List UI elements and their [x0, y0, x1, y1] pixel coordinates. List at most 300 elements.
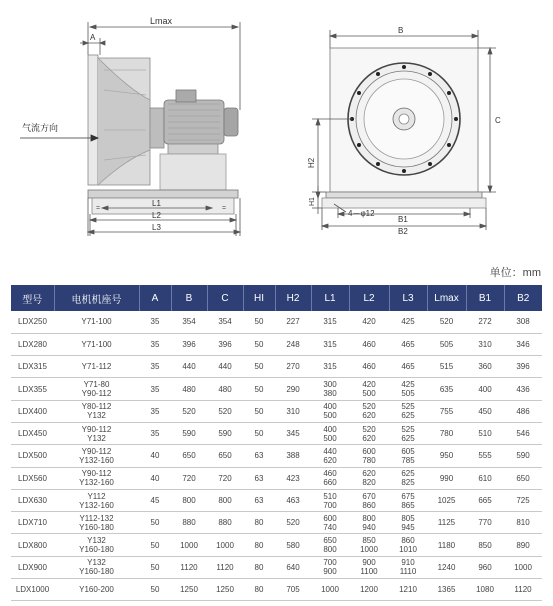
table-cell-a: 50 [139, 556, 171, 578]
table-cell-model: LDX315 [11, 356, 54, 378]
table-cell-a: 45 [139, 489, 171, 511]
unit-label: 单位：mm [489, 267, 541, 279]
table-cell-lmax: 520 [427, 311, 466, 333]
hole-spec-label: 4－φ12 [348, 209, 375, 218]
cell-line: 860 [362, 500, 376, 510]
table-cell-l2 [349, 311, 389, 333]
col-header-lmax: Lmax [427, 285, 466, 311]
cell-line: Y71-112 [81, 362, 112, 372]
table-cell-lmax: 990 [427, 467, 466, 489]
table-cell-c: 1250 [207, 579, 243, 601]
table-cell-b: 396 [171, 333, 207, 355]
dim-lmax-label: Lmax [150, 16, 173, 26]
table-cell-lmax: 1365 [427, 579, 466, 601]
table-cell-b: 1120 [171, 556, 207, 578]
table-cell-h2: 310 [275, 400, 311, 422]
table-row [11, 378, 542, 400]
table-cell-a: 35 [139, 400, 171, 422]
cell-line: 660 [323, 478, 337, 488]
table-cell-motor [54, 445, 139, 467]
col-header-l3: L3 [389, 285, 427, 311]
table-cell-model: LDX560 [11, 467, 54, 489]
table-cell-l3 [389, 556, 427, 578]
cell-line: 850 [362, 536, 376, 546]
cell-line: 620 [362, 469, 376, 479]
table-cell-lmax: 505 [427, 333, 466, 355]
col-header-h1: HI [243, 285, 275, 311]
table-cell-b1: 770 [466, 512, 504, 534]
table-cell-lmax: 1240 [427, 556, 466, 578]
table-cell-l3 [389, 512, 427, 534]
cell-line: 700 [323, 558, 337, 568]
table-cell-h2: 227 [275, 311, 311, 333]
table-cell-b1: 310 [466, 333, 504, 355]
front-view-drawing [312, 30, 496, 230]
table-cell-motor [54, 512, 139, 534]
table-row [11, 400, 542, 422]
table-cell-a: 40 [139, 445, 171, 467]
table-cell-b: 1000 [171, 534, 207, 556]
table-cell-b1: 400 [466, 378, 504, 400]
table-cell-b1: 450 [466, 400, 504, 422]
table-cell-l1 [311, 378, 349, 400]
cell-line: 910 [401, 558, 415, 568]
table-cell-lmax: 1125 [427, 512, 466, 534]
table-cell-hi: 63 [243, 489, 275, 511]
cell-line: 1200 [360, 585, 378, 595]
table-cell-hi: 80 [243, 512, 275, 534]
table-cell-motor [54, 534, 139, 556]
svg-text:=: = [222, 205, 227, 212]
cell-line: 460 [362, 339, 376, 349]
cell-line: 465 [401, 362, 415, 372]
table-cell-lmax: 515 [427, 356, 466, 378]
table-cell-b2: 1000 [504, 556, 542, 578]
cell-line: 820 [362, 478, 376, 488]
cell-line: Y132 [87, 411, 106, 421]
cell-line: Y90-112 [81, 469, 112, 479]
cell-line: 620 [362, 433, 376, 443]
table-cell-b1: 360 [466, 356, 504, 378]
table-cell-l2 [349, 556, 389, 578]
table-cell-h2: 705 [275, 579, 311, 601]
cell-line: 800 [362, 513, 376, 523]
table-cell-h2: 580 [275, 534, 311, 556]
cell-line: 900 [362, 558, 376, 568]
cell-line: 620 [323, 455, 337, 465]
table-cell-a: 50 [139, 512, 171, 534]
table-cell-l3 [389, 422, 427, 444]
table-cell-l1 [311, 579, 349, 601]
table-cell-l1 [311, 422, 349, 444]
table-cell-lmax: 635 [427, 378, 466, 400]
table-row [11, 445, 542, 467]
cell-line: 625 [401, 469, 415, 479]
table-cell-model: LDX500 [11, 445, 54, 467]
table-cell-b2: 486 [504, 400, 542, 422]
cell-line: Y132 [87, 433, 106, 443]
dim-c-label: C [495, 116, 501, 125]
table-cell-hi: 80 [243, 534, 275, 556]
dim-h1-label: H1 [309, 197, 316, 206]
cell-line: 510 [323, 491, 337, 501]
table-cell-model: LDX280 [11, 333, 54, 355]
table-row [11, 489, 542, 511]
cell-line: 440 [323, 446, 337, 456]
cell-line: 740 [323, 522, 337, 532]
table-cell-b1: 1080 [466, 579, 504, 601]
table-cell-model: LDX250 [11, 311, 54, 333]
dim-b1-label: B1 [398, 215, 408, 224]
table-cell-hi: 63 [243, 445, 275, 467]
cell-line: 800 [323, 545, 337, 555]
table-cell-b2: 308 [504, 311, 542, 333]
table-cell-a: 50 [139, 579, 171, 601]
spec-table-body [11, 311, 542, 601]
table-header-row [11, 285, 542, 311]
table-cell-c: 354 [207, 311, 243, 333]
table-cell-lmax: 755 [427, 400, 466, 422]
table-cell-hi: 50 [243, 311, 275, 333]
table-cell-b: 354 [171, 311, 207, 333]
cell-line: 1210 [399, 585, 417, 595]
table-cell-hi: 50 [243, 333, 275, 355]
cell-line: Y80-112 [81, 402, 112, 412]
cell-line: 900 [323, 567, 337, 577]
table-cell-c: 650 [207, 445, 243, 467]
table-cell-model: LDX400 [11, 400, 54, 422]
cell-line: Y90-112 [81, 446, 112, 456]
table-cell-c: 440 [207, 356, 243, 378]
table-cell-b2: 396 [504, 356, 542, 378]
table-cell-model: LDX450 [11, 422, 54, 444]
table-cell-b1: 850 [466, 534, 504, 556]
svg-text:=: = [96, 205, 101, 212]
table-row [11, 556, 542, 578]
cell-line: 315 [323, 339, 337, 349]
table-cell-h2: 423 [275, 467, 311, 489]
table-row [11, 356, 542, 378]
table-cell-l3 [389, 489, 427, 511]
table-row [11, 534, 542, 556]
cell-line: Y160-200 [79, 585, 114, 595]
table-cell-hi: 50 [243, 378, 275, 400]
table-row [11, 579, 542, 601]
col-header-model: 型号 [11, 285, 54, 311]
table-cell-l2 [349, 422, 389, 444]
table-cell-b1: 272 [466, 311, 504, 333]
table-cell-b: 650 [171, 445, 207, 467]
cell-line: 400 [323, 402, 337, 412]
dim-l1-label: L1 [152, 199, 161, 208]
table-cell-l1 [311, 534, 349, 556]
table-row [11, 333, 542, 355]
table-cell-a: 35 [139, 422, 171, 444]
table-cell-a: 35 [139, 356, 171, 378]
table-cell-b1: 510 [466, 422, 504, 444]
table-cell-hi: 63 [243, 467, 275, 489]
table-cell-a: 35 [139, 378, 171, 400]
cell-line: 780 [362, 455, 376, 465]
cell-line: 420 [362, 317, 376, 327]
table-cell-c: 720 [207, 467, 243, 489]
table-cell-motor [54, 556, 139, 578]
cell-line: 460 [362, 362, 376, 372]
table-cell-a: 35 [139, 333, 171, 355]
cell-line: 625 [401, 411, 415, 421]
table-cell-l3 [389, 400, 427, 422]
cell-line: Y112-132 [79, 513, 114, 523]
table-cell-b2: 590 [504, 445, 542, 467]
table-row [11, 422, 542, 444]
table-cell-b: 590 [171, 422, 207, 444]
table-cell-l1 [311, 467, 349, 489]
cell-line: 945 [401, 522, 415, 532]
table-cell-lmax: 950 [427, 445, 466, 467]
cell-line: Y90-112 [81, 389, 112, 399]
table-cell-l2 [349, 356, 389, 378]
cell-line: 625 [401, 433, 415, 443]
table-cell-l2 [349, 512, 389, 534]
table-cell-c: 1000 [207, 534, 243, 556]
cell-line: Y71-80 [83, 380, 110, 390]
table-cell-l2 [349, 445, 389, 467]
table-cell-l2 [349, 467, 389, 489]
cell-line: 1100 [360, 567, 378, 577]
cell-line: 520 [362, 424, 376, 434]
cell-line: Y132-160 [79, 478, 114, 488]
col-header-motor-frame: 电机机座号 [54, 285, 139, 311]
table-cell-b2: 346 [504, 333, 542, 355]
cell-line: 505 [401, 389, 415, 399]
table-cell-h2: 345 [275, 422, 311, 444]
col-header-b: B [171, 285, 207, 311]
table-cell-motor [54, 378, 139, 400]
table-cell-motor [54, 356, 139, 378]
table-cell-b2: 650 [504, 467, 542, 489]
table-cell-b: 520 [171, 400, 207, 422]
table-cell-h2: 290 [275, 378, 311, 400]
table-cell-b: 1250 [171, 579, 207, 601]
table-cell-b1: 960 [466, 556, 504, 578]
table-cell-motor [54, 422, 139, 444]
table-cell-l3 [389, 445, 427, 467]
table-cell-b1: 610 [466, 467, 504, 489]
table-cell-motor [54, 489, 139, 511]
cell-line: 465 [401, 339, 415, 349]
table-cell-l3 [389, 467, 427, 489]
table-cell-lmax: 780 [427, 422, 466, 444]
table-cell-model: LDX900 [11, 556, 54, 578]
cell-line: 785 [401, 455, 415, 465]
table-cell-motor [54, 467, 139, 489]
table-cell-l3 [389, 378, 427, 400]
cell-line: Y132-160 [79, 500, 114, 510]
cell-line: 525 [401, 424, 415, 434]
cell-line: 300 [323, 380, 337, 390]
table-cell-motor [54, 400, 139, 422]
table-cell-h2: 270 [275, 356, 311, 378]
table-cell-h2: 520 [275, 512, 311, 534]
table-cell-c: 880 [207, 512, 243, 534]
cell-line: Y160-180 [79, 522, 114, 532]
table-row [11, 467, 542, 489]
table-cell-lmax: 1025 [427, 489, 466, 511]
table-cell-l1 [311, 311, 349, 333]
cell-line: 670 [362, 491, 376, 501]
cell-line: 805 [401, 513, 415, 523]
cell-line: Y71-100 [81, 339, 112, 349]
table-cell-l1 [311, 489, 349, 511]
table-cell-h2: 388 [275, 445, 311, 467]
table-cell-c: 520 [207, 400, 243, 422]
table-cell-h2: 463 [275, 489, 311, 511]
table-cell-l3 [389, 356, 427, 378]
table-cell-l2 [349, 400, 389, 422]
cell-line: Y90-112 [81, 424, 112, 434]
table-cell-model: LDX800 [11, 534, 54, 556]
col-header-a: A [139, 285, 171, 311]
cell-line: Y160-180 [79, 567, 114, 577]
table-cell-model: LDX1000 [11, 579, 54, 601]
cell-line: 1010 [399, 545, 417, 555]
table-cell-l2 [349, 333, 389, 355]
table-cell-c: 590 [207, 422, 243, 444]
cell-line: Y160-180 [79, 545, 114, 555]
col-header-l1: L1 [311, 285, 349, 311]
table-cell-l3 [389, 333, 427, 355]
table-cell-model: LDX630 [11, 489, 54, 511]
table-cell-c: 396 [207, 333, 243, 355]
cell-line: 520 [362, 402, 376, 412]
dim-h2-label: H2 [307, 157, 316, 168]
table-cell-l2 [349, 378, 389, 400]
cell-line: 460 [323, 469, 337, 479]
table-cell-hi: 50 [243, 356, 275, 378]
table-cell-a: 50 [139, 534, 171, 556]
cell-line: 500 [323, 433, 337, 443]
cell-line: 605 [401, 446, 415, 456]
table-cell-hi: 80 [243, 556, 275, 578]
cell-line: 315 [323, 317, 337, 327]
table-cell-model: LDX710 [11, 512, 54, 534]
table-row [11, 512, 542, 534]
table-cell-l3 [389, 534, 427, 556]
cell-line: Y71-100 [81, 317, 112, 327]
table-cell-c: 1120 [207, 556, 243, 578]
table-cell-b1: 555 [466, 445, 504, 467]
col-header-b2: B2 [504, 285, 542, 311]
table-cell-c: 800 [207, 489, 243, 511]
table-cell-motor [54, 333, 139, 355]
table-cell-b: 720 [171, 467, 207, 489]
table-cell-hi: 50 [243, 400, 275, 422]
table-cell-b2: 546 [504, 422, 542, 444]
cell-line: 525 [401, 402, 415, 412]
dimension-drawings [0, 0, 553, 262]
table-cell-b2: 810 [504, 512, 542, 534]
table-cell-motor [54, 579, 139, 601]
cell-line: 1110 [399, 567, 417, 577]
table-cell-hi: 80 [243, 579, 275, 601]
table-row [11, 311, 542, 333]
table-cell-l2 [349, 579, 389, 601]
table-cell-b: 880 [171, 512, 207, 534]
cell-line: Y132 [87, 558, 106, 568]
table-cell-b: 480 [171, 378, 207, 400]
table-cell-l1 [311, 556, 349, 578]
cell-line: 425 [401, 380, 415, 390]
cell-line: 425 [401, 317, 415, 327]
table-cell-h2: 248 [275, 333, 311, 355]
cell-line: Y132 [87, 536, 106, 546]
cell-line: 675 [401, 491, 415, 501]
dim-l2-label: L2 [152, 211, 161, 220]
table-cell-b1: 665 [466, 489, 504, 511]
cell-line: 860 [401, 536, 415, 546]
airflow-direction-label: 气流方向 [22, 123, 59, 133]
dim-a-label: A [90, 33, 96, 42]
table-cell-l1 [311, 333, 349, 355]
dim-b2-label: B2 [398, 227, 408, 236]
table-cell-l3 [389, 311, 427, 333]
cell-line: 420 [362, 380, 376, 390]
cell-line: Y132-160 [79, 455, 114, 465]
table-cell-b2: 725 [504, 489, 542, 511]
dim-b-label: B [398, 26, 404, 35]
cell-line: 865 [401, 500, 415, 510]
cell-line: 700 [323, 500, 337, 510]
table-cell-b: 800 [171, 489, 207, 511]
cell-line: 400 [323, 424, 337, 434]
table-cell-l1 [311, 445, 349, 467]
spec-table [11, 285, 542, 601]
table-cell-l3 [389, 579, 427, 601]
table-cell-l2 [349, 489, 389, 511]
col-header-b1: B1 [466, 285, 504, 311]
table-cell-motor [54, 311, 139, 333]
table-cell-c: 480 [207, 378, 243, 400]
table-cell-b2: 436 [504, 378, 542, 400]
cell-line: Y112 [87, 491, 106, 501]
cell-line: 650 [323, 536, 337, 546]
cell-line: 825 [401, 478, 415, 488]
cell-line: 1000 [360, 545, 378, 555]
cell-line: 600 [362, 446, 376, 456]
col-header-h2: H2 [275, 285, 311, 311]
cell-line: 380 [323, 389, 337, 399]
cell-line: 1000 [321, 585, 339, 595]
table-cell-l1 [311, 400, 349, 422]
cell-line: 600 [323, 513, 337, 523]
col-header-c: C [207, 285, 243, 311]
table-cell-h2: 640 [275, 556, 311, 578]
table-cell-a: 40 [139, 467, 171, 489]
cell-line: 500 [323, 411, 337, 421]
cell-line: 620 [362, 411, 376, 421]
col-header-l2: L2 [349, 285, 389, 311]
table-cell-a: 35 [139, 311, 171, 333]
table-cell-b2: 890 [504, 534, 542, 556]
dim-l3-label: L3 [152, 223, 161, 232]
table-cell-hi: 50 [243, 422, 275, 444]
table-cell-l1 [311, 356, 349, 378]
table-cell-l2 [349, 534, 389, 556]
cell-line: 315 [323, 362, 337, 372]
table-cell-lmax: 1180 [427, 534, 466, 556]
table-cell-model: LDX355 [11, 378, 54, 400]
table-cell-b2: 1120 [504, 579, 542, 601]
